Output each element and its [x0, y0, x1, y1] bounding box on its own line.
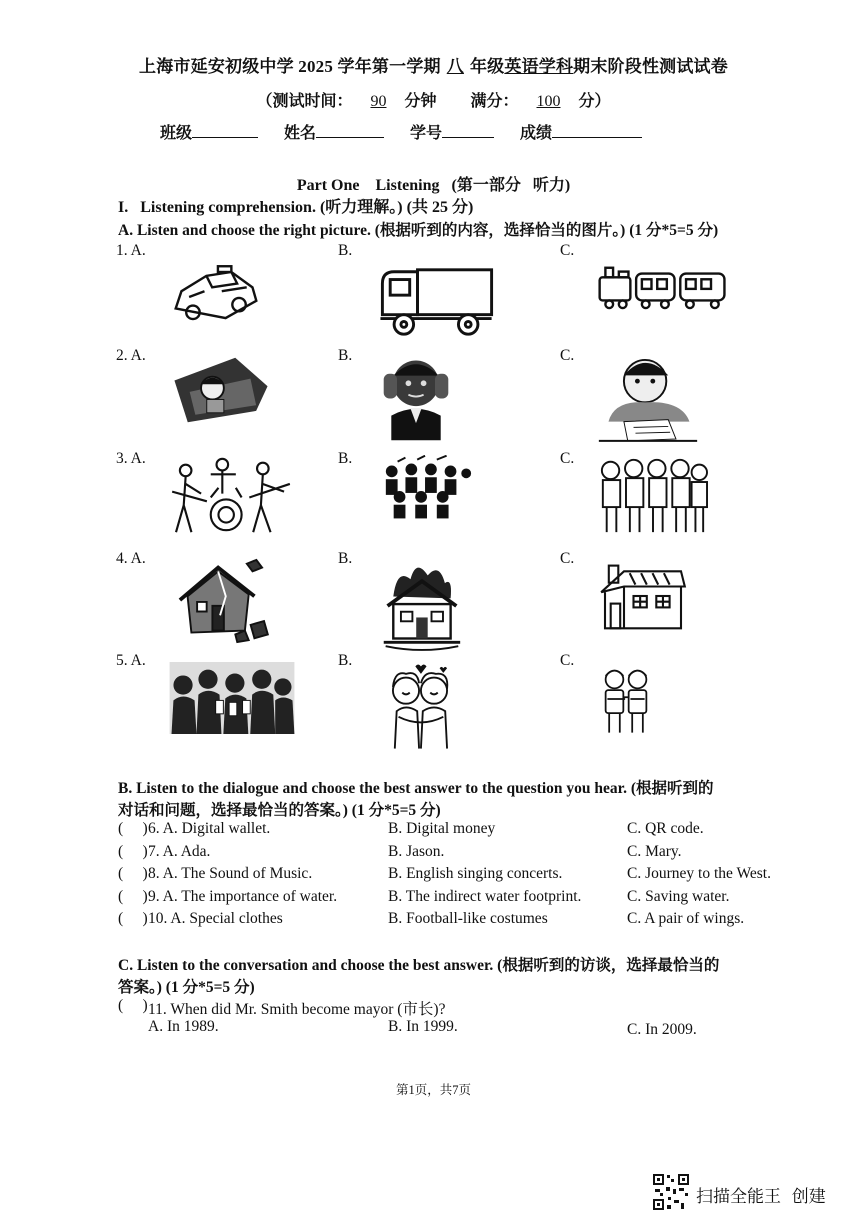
- student-fields: [160, 120, 664, 143]
- title-prefix: 上海市延安初级中学 2025 学年第一学期: [139, 57, 441, 76]
- option-c-label: C.: [560, 347, 575, 364]
- score-field-label: 成绩: [520, 125, 553, 142]
- question-option-c: C. Mary.: [627, 842, 682, 860]
- question-option-b: B. The indirect water footprint.: [388, 887, 582, 905]
- rock-band-picture[interactable]: [168, 455, 294, 542]
- option-c-label: C.: [560, 652, 575, 669]
- answer-bracket[interactable]: ( ): [118, 842, 148, 860]
- collapsed-house-picture[interactable]: [168, 558, 274, 649]
- title-mid: 年级: [469, 57, 505, 76]
- class-label: 班级: [160, 125, 193, 142]
- part-heading: Part One Listening (第一部分 听力): [296, 177, 571, 194]
- option-a-label: 2. A.: [116, 347, 146, 364]
- boy-covering-ears-picture[interactable]: [378, 352, 454, 449]
- friends-toasting-picture[interactable]: [168, 662, 296, 739]
- girls-hugging-picture[interactable]: [378, 662, 462, 757]
- section-heading: I. Listening comprehension. (听力理解。) (共 25 分): [118, 199, 474, 216]
- grade-value: 八: [446, 57, 464, 76]
- id-label: 学号: [410, 125, 443, 142]
- answer-bracket[interactable]: ( ): [118, 910, 148, 927]
- time-value: 90: [370, 93, 387, 110]
- answer-bracket[interactable]: ( ): [118, 865, 148, 882]
- question-option-c: C. In 2009.: [627, 1021, 697, 1038]
- subject-value: 英语学科: [504, 57, 574, 76]
- part-c-instruction-1: C. Listen to the conversation and choose the best answer. (根据听到的访谈，选择最恰当的: [118, 957, 720, 974]
- score-blank[interactable]: [552, 123, 642, 138]
- option-c-label: C.: [560, 450, 575, 467]
- boy-writing-picture[interactable]: [595, 352, 701, 449]
- option-b-label: B.: [338, 347, 353, 364]
- part-b-instruction-2: 对话和问题，选择最恰当的答案。) (1 分*5=5 分): [118, 802, 441, 819]
- house-picture[interactable]: [595, 558, 691, 639]
- question-option-b: B. Jason.: [388, 842, 445, 860]
- exam-title: [0, 52, 867, 77]
- score-value: 100: [536, 93, 561, 110]
- question-option-b: B. Football-like costumes: [388, 910, 548, 927]
- option-b-label: B.: [338, 242, 353, 259]
- scanner-watermark: 扫描全能王 创建: [696, 1187, 826, 1207]
- score-unit: 分）: [578, 93, 611, 110]
- question-option-a: 7. A. Ada.: [148, 842, 211, 860]
- question-option-b: B. In 1999.: [388, 1018, 458, 1035]
- answer-bracket[interactable]: ( ): [118, 997, 148, 1014]
- truck-picture[interactable]: [378, 262, 496, 345]
- boy-on-sofa-picture[interactable]: [168, 352, 274, 433]
- question-option-a: 10. A. Special clothes: [148, 910, 283, 927]
- qr-code-icon: [652, 1173, 690, 1211]
- part-b-instruction-1: B. Listen to the dialogue and choose the best answer to the question you hear. (根据听到的: [118, 780, 714, 797]
- question-option-c: C. Saving water.: [627, 887, 730, 905]
- option-c-label: C.: [560, 242, 575, 259]
- name-blank[interactable]: [316, 123, 384, 138]
- title-suffix: 期末阶段性测试试卷: [573, 57, 728, 76]
- option-a-label: 5. A.: [116, 652, 146, 669]
- page-footer: 第1页，共7页: [395, 1083, 471, 1097]
- question-option-b: B. English singing concerts.: [388, 865, 563, 882]
- name-label: 姓名: [284, 125, 317, 142]
- answer-bracket[interactable]: ( ): [118, 887, 148, 905]
- time-unit: 分钟: [404, 93, 437, 110]
- exam-meta: [0, 88, 867, 111]
- question-stem: 11. When did Mr. Smith become mayor (市长)?: [148, 1001, 446, 1018]
- score-label: 满分：: [470, 93, 519, 110]
- option-a-label: 1. A.: [116, 242, 146, 259]
- option-a-label: 3. A.: [116, 450, 146, 467]
- option-b-label: B.: [338, 652, 353, 669]
- part-c-instruction-2: 答案。) (1 分*5=5 分): [118, 979, 255, 996]
- option-a-label: 4. A.: [116, 550, 146, 567]
- question-option-a: 6. A. Digital wallet.: [148, 820, 271, 837]
- class-blank[interactable]: [192, 123, 258, 138]
- id-blank[interactable]: [442, 123, 494, 138]
- question-option-a: A. In 1989.: [148, 1018, 219, 1035]
- option-b-label: B.: [338, 450, 353, 467]
- children-group-picture[interactable]: [595, 455, 711, 542]
- burning-house-picture[interactable]: [378, 558, 464, 659]
- question-option-c: C. QR code.: [627, 820, 704, 837]
- question-option-b: B. Digital money: [388, 820, 496, 837]
- option-b-label: B.: [338, 550, 353, 567]
- children-choir-picture[interactable]: [378, 455, 476, 530]
- two-kids-picture[interactable]: [595, 662, 657, 741]
- question-option-a: 8. A. The Sound of Music.: [148, 865, 313, 882]
- part-a-instruction: A. Listen and choose the right picture. (根据听到的内容，选择恰当的图片。) (1 分*5=5 分): [118, 222, 719, 239]
- question-option-a: 9. A. The importance of water.: [148, 887, 338, 905]
- taxi-car-picture[interactable]: [168, 262, 264, 335]
- time-label: （测试时间：: [256, 93, 353, 110]
- option-c-label: C.: [560, 550, 575, 567]
- toy-train-picture[interactable]: [595, 262, 731, 315]
- question-option-c: C. Journey to the West.: [627, 865, 771, 882]
- answer-bracket[interactable]: ( ): [118, 820, 148, 837]
- question-option-c: C. A pair of wings.: [627, 910, 745, 927]
